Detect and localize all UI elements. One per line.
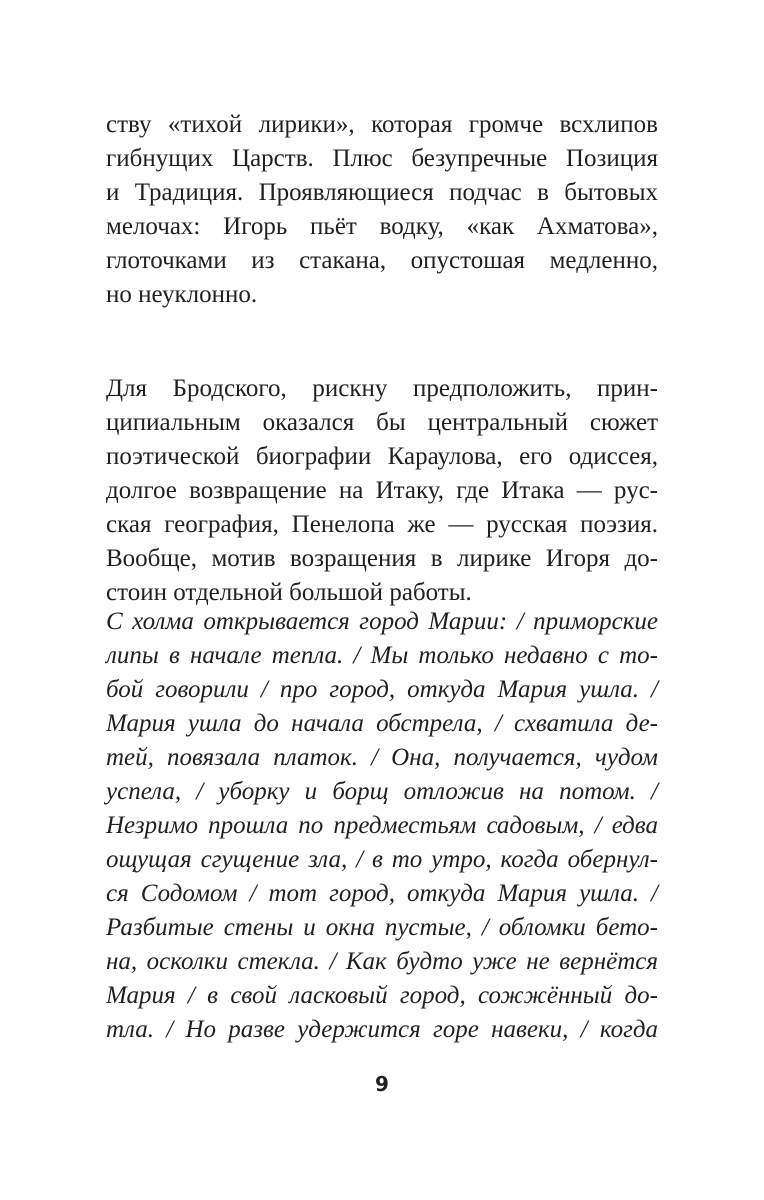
poem-line: Мария / в свой ласковый город, сожжённый до- [106, 982, 658, 1009]
paragraph-2-line: ская география, Пенелопа же — русская поэзия. [106, 511, 658, 538]
poem-line: тла. / Но разве удержится горе навеки, / когда [106, 1016, 658, 1043]
poem-line: бой говорили / про город, откуда Мария ушла. / [106, 676, 658, 703]
paragraph-2-line: поэтической биографии Караулова, его одиссея, [106, 443, 658, 470]
paragraph-2 [106, 372, 658, 610]
poem-line: Разбитые стены и окна пустые, / обломки бето- [106, 914, 658, 941]
paragraph-1 [106, 108, 658, 312]
paragraph-2-line: Для Бродского, рискну предположить, прин- [106, 375, 658, 402]
paragraph-1-line: глоточками из стакана, опустошая медленно, [106, 247, 658, 274]
poem-quote [106, 605, 658, 1047]
paragraph-1-line: гибнущих Царств. Плюс безупречные Позиция [106, 145, 658, 172]
poem-line: С холма открывается город Марии: / приморские [106, 608, 658, 635]
poem-line: липы в начале тепла. / Мы только недавно с то- [106, 642, 658, 669]
paragraph-2-line: стоин отдельной большой работы. [106, 579, 472, 606]
paragraph-2-line: долгое возвращение на Итаку, где Итака — рус- [106, 477, 658, 504]
poem-line: ся Содомом / тот город, откуда Мария ушла. / [106, 880, 658, 907]
poem-line: тей, повязала платок. / Она, получается, чудом [106, 744, 658, 771]
poem-line: на, осколки стекла. / Как будто уже не вернётся [106, 948, 658, 975]
paragraph-1-line: мелочах: Игорь пьёт водку, «как Ахматова», [106, 213, 658, 240]
poem-line: успела, / уборку и борщ отложив на потом. / [106, 778, 658, 805]
poem-line: Мария ушла до начала обстрела, / схватила де- [106, 710, 658, 737]
page-number: 9 [375, 1072, 389, 1096]
paragraph-1-line: ству «тихой лирики», которая громче всхлипов [106, 111, 658, 138]
paragraph-1-line: и Традиция. Проявляющиеся подчас в бытовых [106, 179, 658, 206]
paragraph-2-line: ципиальным оказался бы центральный сюжет [106, 409, 658, 436]
paragraph-1-line: но неуклонно. [106, 281, 258, 308]
poem-line: ощущая сгущение зла, / в то утро, когда обернул- [106, 846, 658, 873]
paragraph-2-line: Вообще, мотив возращения в лирике Игоря до- [106, 545, 658, 572]
poem-line: Незримо прошла по предместьям садовым, / едва [106, 812, 658, 839]
